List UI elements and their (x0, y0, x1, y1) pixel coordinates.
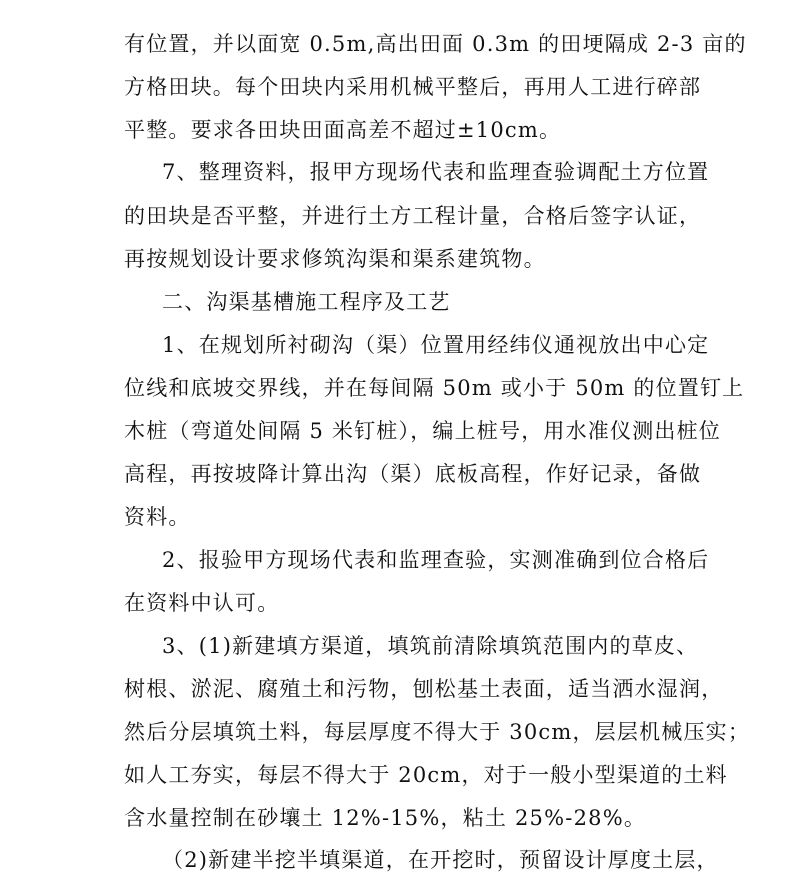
text-line: 然后分层填筑土料，每层厚度不得大于 30cm，层层机械压实； (124, 720, 751, 744)
text-line: 3、(1)新建填方渠道，填筑前清除填筑范围内的草皮、 (162, 634, 699, 658)
text-line: 有位置，并以面宽 0.5m,高出田面 0.3m 的田埂隔成 2-3 亩的 (124, 32, 747, 56)
text-line: 方格田块。每个田块内采用机械平整后，再用人工进行碎部 (124, 75, 702, 99)
text-line: 7、整理资料，报甲方现场代表和监理查验调配土方位置 (162, 160, 710, 184)
text-line: 高程，再按坡降计算出沟（渠）底板高程，作好记录，备做 (124, 462, 702, 486)
text-line: 含水量控制在砂壤土 12%-15%，粘土 25%-28%。 (124, 806, 647, 830)
text-line: 的田块是否平整，并进行土方工程计量，合格后签字认证， (124, 204, 702, 228)
text-line: （2)新建半挖半填渠道，在开挖时，预留设计厚度土层， (162, 848, 719, 872)
text-line: 平整。要求各田块田面高差不超过±10cm。 (124, 118, 562, 142)
text-line: 木桩（弯道处间隔 5 米钉桩），编上桩号，用水准仪测出桩位 (124, 419, 722, 443)
text-line: 2、报验甲方现场代表和监理查验，实测准确到位合格后 (162, 548, 710, 572)
text-line: 资料。 (124, 505, 191, 529)
text-line: 再按规划设计要求修筑沟渠和渠系建筑物。 (124, 247, 546, 271)
text-line: 在资料中认可。 (124, 591, 280, 615)
text-line: 树根、淤泥、腐殖土和污物，刨松基土表面，适当洒水湿润， (124, 677, 724, 701)
text-line: 1、在规划所衬砌沟（渠）位置用经纬仪通视放出中心定 (162, 333, 710, 357)
text-line: 位线和底坡交界线，并在每间隔 50m 或小于 50m 的位置钉上 (124, 376, 745, 400)
section-heading: 二、沟渠基槽施工程序及工艺 (162, 290, 451, 314)
text-line: 如人工夯实，每层不得大于 20cm，对于一般小型渠道的土料 (124, 763, 728, 787)
